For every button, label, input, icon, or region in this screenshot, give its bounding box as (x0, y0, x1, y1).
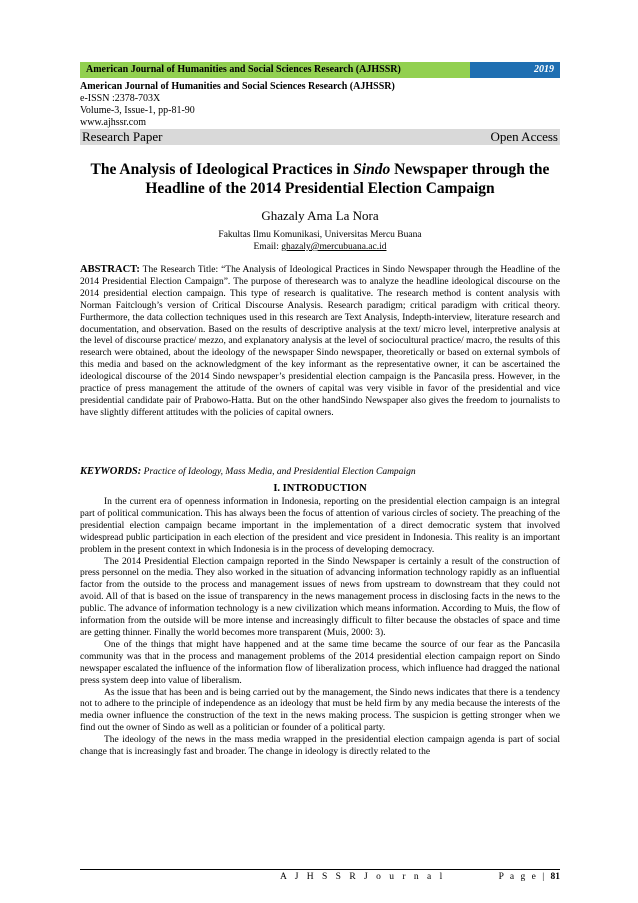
footer-divider (80, 869, 560, 870)
journal-bar-title: American Journal of Humanities and Social Sciences Research (AJHSSR) (80, 62, 470, 78)
keywords-text: Practice of Ideology, Mass Media, and Presidential Election Campaign (141, 467, 416, 477)
footer-page (499, 872, 560, 882)
paper-type: Research Paper (82, 129, 163, 144)
body-paragraph: As the issue that has been and is being carried out by the management, the Sindo news indicates that there is a tendency not to adhere to the principle of independence as an ideology that must be held firm by any media because the interests of the media owner influence the construction of the text in the news making process. The suspicion is getting stronger when we find out the owner of Sindo as well as a politician or founder of a political party. (80, 687, 560, 734)
email-label: Email: (253, 242, 282, 252)
body-paragraph: One of the things that might have happened and at the same time became the source of our fear as the Pancasila community was that in the process and management problems of the 2014 presidential election campaign report on Sindo newspaper escalated the influence of the information flow of liberalization process, which influence had dragged the national press system deep into value of liberalism. (80, 639, 560, 686)
abstract (80, 264, 560, 420)
body-paragraph: The 2014 Presidential Election campaign reported in the Sindo Newspaper is certainly a result of the construction of press personnel on the media. They also worked in the situation of advancing information technology rapidly as an influential factor from the outside to the process and management issues of news from upstream to downstream that they could not avoid. All of that is based on the issue of transparency in the news management process in disclosing facts in the news to the public. The advance of information technology is a new civilization which means information. According to Muis, the flow of information from the outside will be more intense and increasingly difficult to filter because the obstacles of space and time are getting thinner. Finally the world becomes more transparent (Muis, 2000: 3). (80, 556, 560, 638)
journal-header-bar (80, 62, 560, 78)
author-email-line (80, 241, 560, 253)
body-paragraph: The ideology of the news in the mass media wrapped in the presidential election campaign agenda is part of social change that is increasingly fast and broader. The change in ideology is directly related to the (80, 735, 560, 758)
body-paragraph: In the current era of openness information in Indonesia, reporting on the presidential election campaign is an integral part of political communication. This has always been the focus of attention of various circles of society. The preaching of the presidential election campaign became important in the implementation of a direct democratic system that involved widespread public participation in each election of the president and vice president in Indonesia. This reality is an important problem in the present context in which Indonesia is in the process of developing democracy. (80, 497, 560, 555)
journal-volume: Volume-3, Issue-1, pp-81-90 (80, 105, 195, 116)
title-part-2: Newspaper through the Headline of the 2014 Presidential Election Campaign (145, 161, 550, 197)
paper-title (80, 160, 560, 198)
title-part-1: The Analysis of Ideological Practices in (90, 161, 354, 178)
journal-meta (80, 81, 560, 129)
title-italic: Sindo (353, 161, 391, 178)
journal-name: American Journal of Humanities and Social Sciences Research (AJHSSR) (80, 81, 395, 92)
abstract-label: ABSTRACT: (80, 264, 140, 275)
author-name: Ghazaly Ama La Nora (261, 208, 379, 223)
footer-journal: A J H S S R J o u r n a l (280, 872, 446, 882)
author-affiliation-block (80, 229, 560, 253)
paper-type-bar (80, 129, 560, 145)
access-type: Open Access (490, 129, 558, 144)
keywords-label: KEYWORDS: (80, 466, 142, 477)
journal-website: www.ajhssr.com (80, 117, 147, 128)
journal-issn: e-ISSN :2378-703X (80, 93, 161, 104)
author-affiliation: Fakultas Ilmu Komunikasi, Universitas Mercu Buana (218, 230, 422, 240)
footer-page-label: P a g e | (498, 872, 551, 882)
abstract-text: The Research Title: “The Analysis of Ideological Practices in Sindo Newspaper through the Headline of the 2014 Presidential Election Campaign”. The purpose of theresearch was to analyze the headline ideological discourse on the 2014 presidential election campaign. This type of research is qualitative. The research method is content analysis with Norman Faitclough’s version of Critical Discourse Analysis. Research paradigm; critical paradigm with critical theory. Furthermore, the data collection techniques used in this research are Text Analysis, Indepth-interview, literature research and documentation, and observation. Based on the results of descriptive analysis at the text/ micro level, interpretive analysis at the level of discourse practice/ mezzo, and explanatory analysis at the level of sociocultural practice/ macro, the results of this research were obtained, about the ideology of the newspaper Sindo newspaper, theoretically or based on external symbols of this media and based on the acknowledgment of the key informant as the representative owner, it can be ascertained the ideological discourse of the 2014 Sindo newspaper’s presidential election campaign is the Pancasila press. However, in the practice of press management the attitude of the owners of capital was very visible in favor of the presidential and vice presidential candidate pair of Prabowo-Hatta. But on the other handSindo Newspaper also gives the freedom to journalists to have slightly different attitudes with the policies of capital owners. (80, 265, 560, 418)
keywords (80, 466, 560, 478)
author-email-link[interactable]: ghazaly@mercubuana.ac.id (281, 242, 387, 252)
section-body (80, 497, 560, 759)
section-title: I. INTRODUCTION (273, 483, 367, 494)
footer-page-number: 81 (550, 872, 560, 882)
journal-bar-year: 2019 (470, 62, 560, 78)
